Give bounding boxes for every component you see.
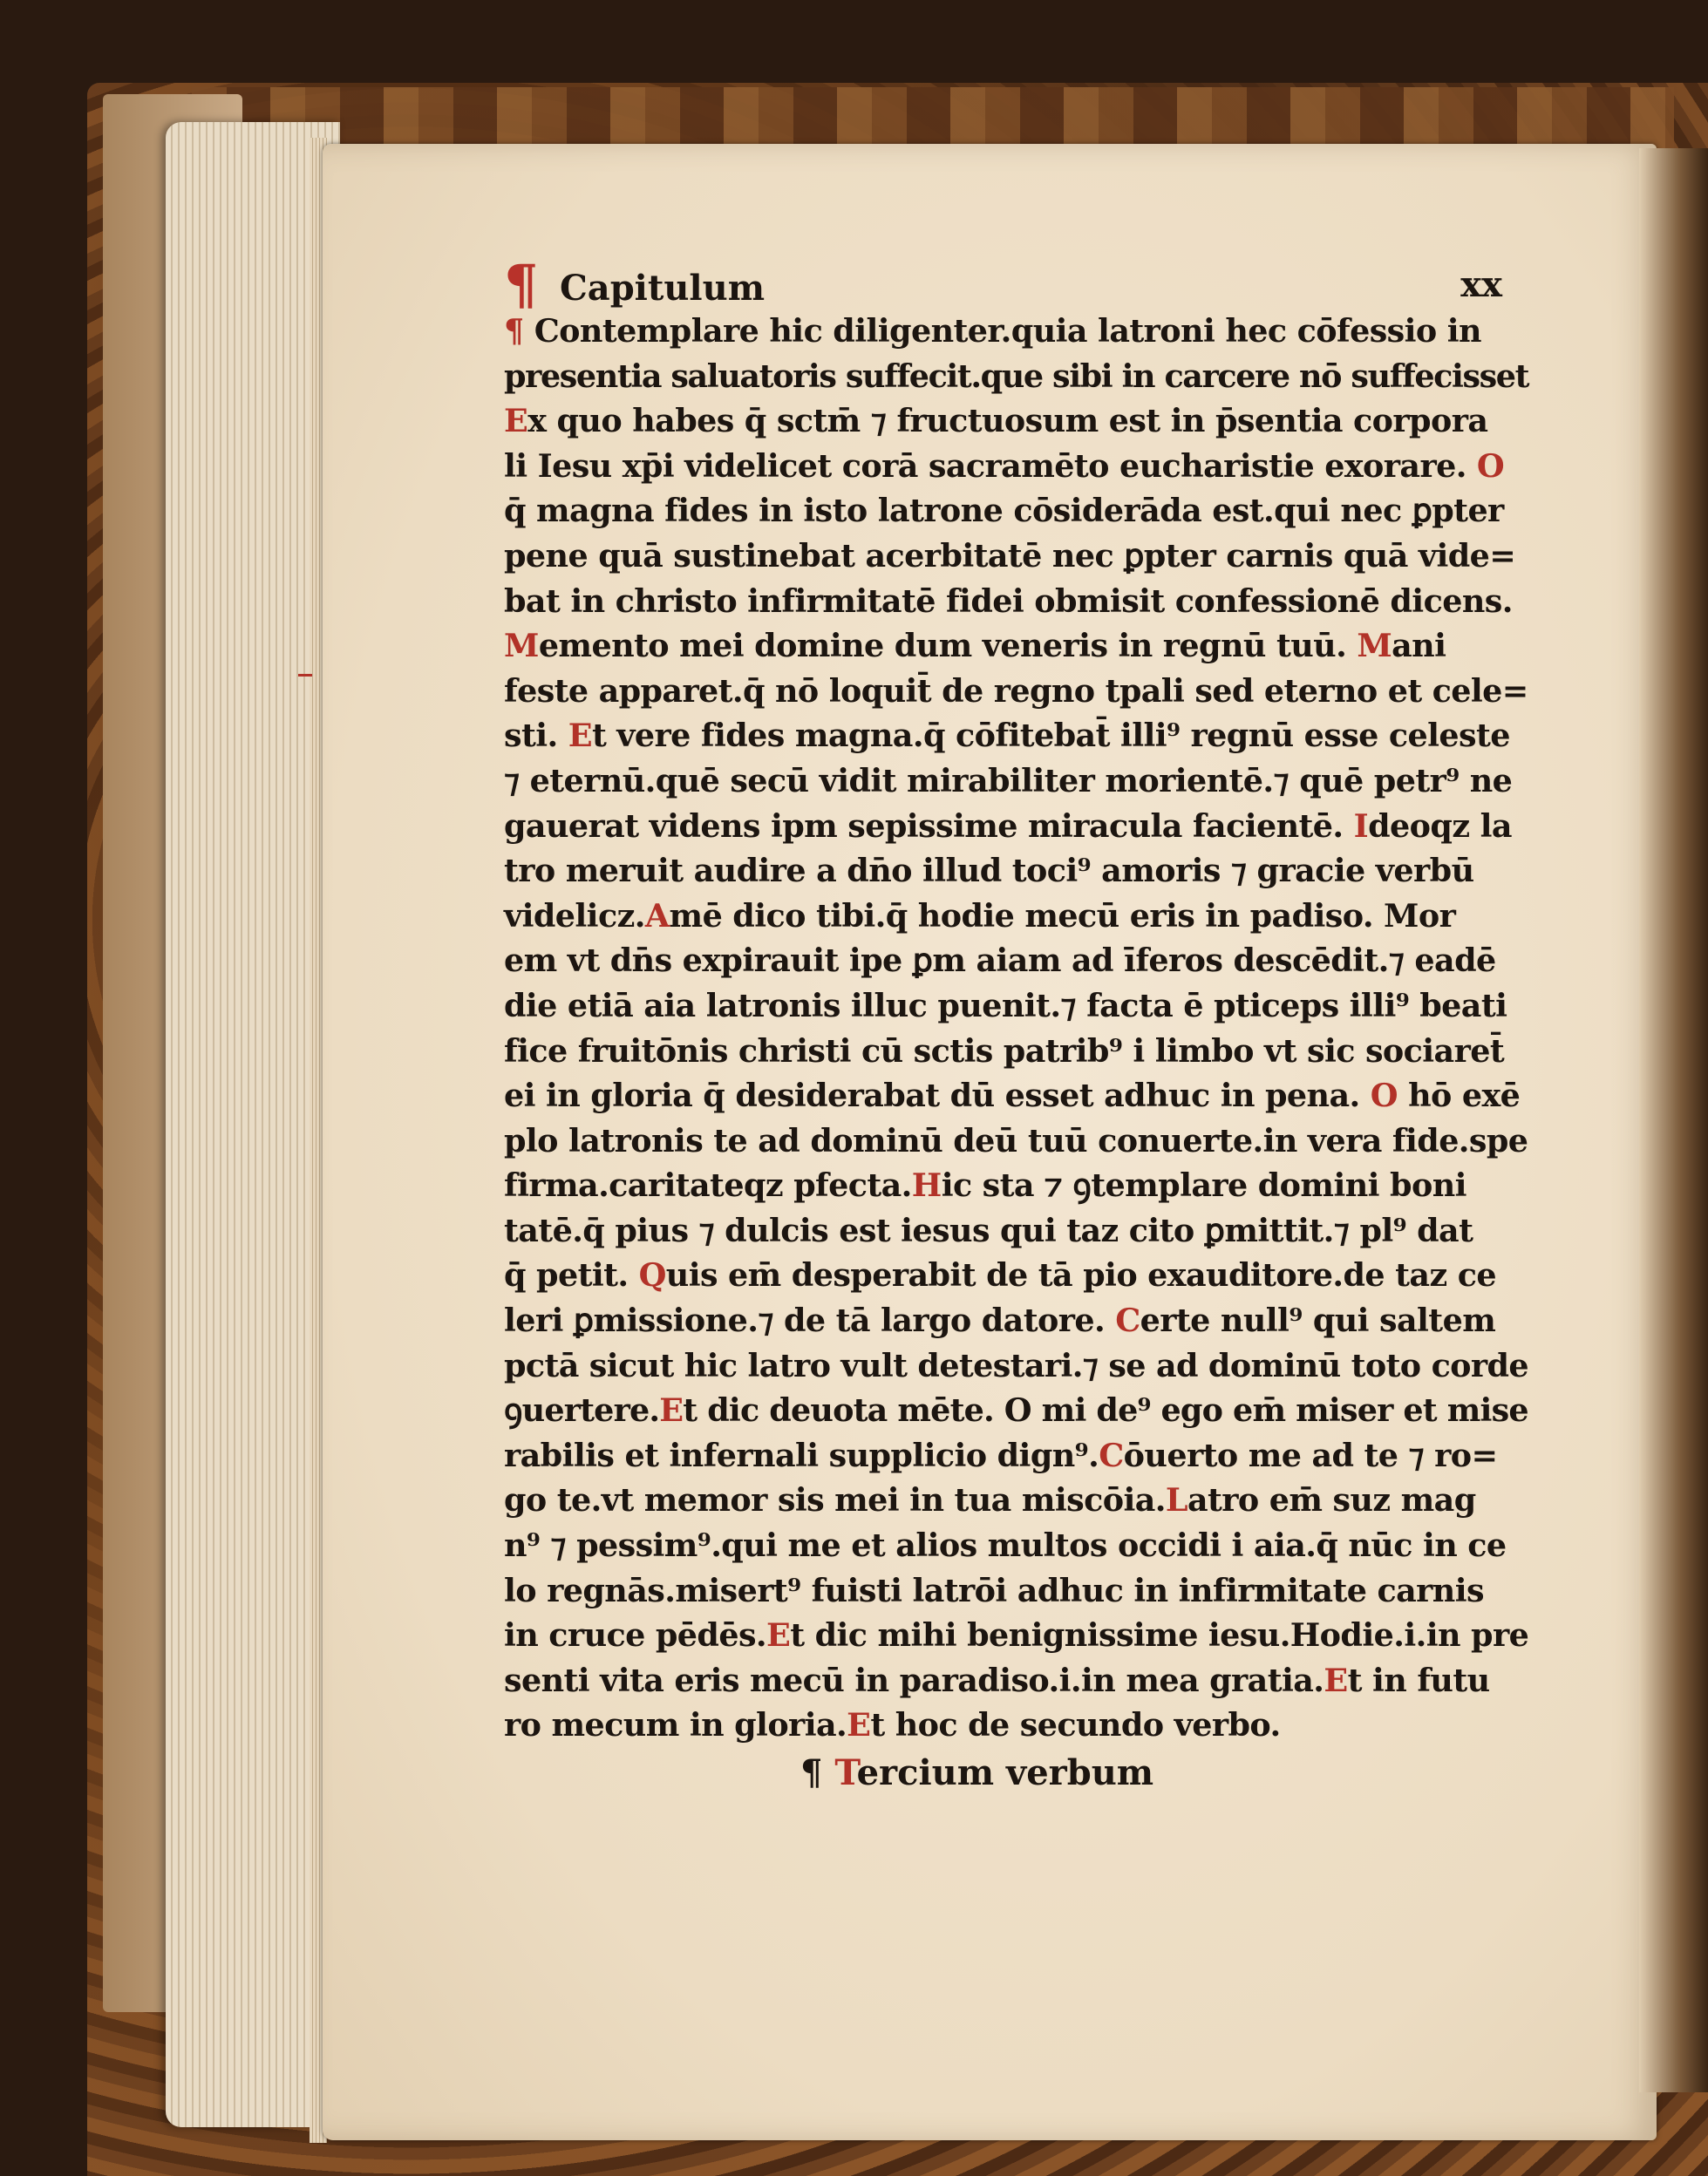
- line-text: firma.caritateqz pfecta.: [504, 1166, 912, 1205]
- line-text: sti.: [504, 717, 568, 755]
- text-line: [504, 1029, 1528, 1074]
- section-heading: [504, 1748, 1528, 1799]
- line-text: O hō exē: [1370, 1077, 1521, 1115]
- line-text: die etiā aia latronis illuc puenit.⁊ facta ē pticeps illi⁹ beati: [504, 986, 1507, 1024]
- binding-top-edge: [192, 87, 1674, 148]
- rubricated-initial: M: [1357, 627, 1392, 665]
- line-text: q̄ magna fides in isto latrone cōsiderāda est.qui nec ꝑpter: [504, 492, 1504, 530]
- line-text: ei in gloria q̄ desiderabat dū esset adhuc in pena.: [504, 1077, 1371, 1115]
- line-text: Et dic mihi benignissime iesu.Hodie.i.in pre: [766, 1616, 1529, 1655]
- rubricated-initial: C: [1099, 1436, 1124, 1474]
- margin-rubric-mark: [298, 674, 312, 677]
- line-text: Contemplare hic diligenter.quia latroni hec cōfessio in: [534, 312, 1481, 350]
- line-text: ꝯuertere.: [504, 1391, 660, 1430]
- text-line: [504, 623, 1528, 669]
- rubricated-initial: M: [504, 627, 539, 665]
- text-line: [504, 1523, 1528, 1568]
- line-text: emento mei domine dum veneris in regnū tuū.: [538, 627, 1358, 665]
- line-text: ⁊ eternū.quē secū vidit mirabiliter morientē.⁊ quē petr⁹ ne: [504, 761, 1513, 799]
- rubricated-initial: A: [644, 896, 670, 935]
- section-initial: T: [834, 1752, 857, 1793]
- line-text: Et in futu: [1324, 1661, 1490, 1699]
- chapter-title: Capitulum: [559, 268, 766, 309]
- line-text: ro mecum in gloria.: [504, 1706, 847, 1744]
- line-text: senti vita eris mecū in paradiso.i.in mea gratia.: [504, 1661, 1324, 1699]
- line-text: em vt dn̄s expirauit ipe ꝑm aiam ad īferos descēdit.⁊ eadē: [504, 942, 1496, 980]
- line-text: n⁹ ⁊ pessim⁹.qui me et alios multos occidi i aia.q̄ nūc in ce: [504, 1527, 1507, 1565]
- text-line: [504, 894, 1528, 939]
- rubricated-initial: O: [1370, 1077, 1398, 1115]
- line-text: go te.vt memor sis mei in tua miscōia.: [504, 1481, 1166, 1520]
- rubricated-initial: ¶: [504, 312, 534, 350]
- line-text: [1466, 447, 1504, 485]
- line-text: lo regnās.misert⁹ fuisti latrōi adhuc in infirmitate carnis: [504, 1571, 1484, 1609]
- line-text: Latro em̄ suz mag: [1165, 1481, 1476, 1520]
- line-text: Cōuerto me ad te ⁊ ro=: [1099, 1436, 1498, 1474]
- line-text: in cruce pēdēs.: [504, 1616, 767, 1655]
- line-text: videlicz.: [504, 896, 645, 935]
- text-line: [504, 1703, 1528, 1748]
- text-lines: [504, 309, 1528, 1748]
- line-text: feste apparet.q̄ nō loquit̄ de regno tpali sed eterno et cele=: [504, 671, 1528, 710]
- rubricated-initial: O: [1476, 446, 1505, 485]
- folio-number: xx: [1460, 264, 1502, 305]
- line-text: plo latronis te ad dominū deū tuū conuerte.in vera fide.spe: [504, 1121, 1528, 1159]
- rubricated-initial: Q: [638, 1256, 666, 1295]
- text-line: [504, 1208, 1528, 1254]
- text-line: [504, 1119, 1528, 1164]
- text-line: [504, 309, 1528, 354]
- line-text: pctā sicut hic latro vult detestari.⁊ se ad dominū toto corde: [504, 1346, 1528, 1384]
- text-line: [504, 398, 1528, 444]
- text-line: [504, 488, 1528, 534]
- text-line: [504, 758, 1528, 804]
- rubricated-initial: L: [1165, 1481, 1187, 1520]
- text-line: [504, 1613, 1528, 1658]
- text-line: [504, 1658, 1528, 1703]
- text-line: [504, 534, 1528, 579]
- line-text: fice fruitōnis christi cū sctis patrib⁹ i limbo vt sic sociaret̄: [504, 1031, 1505, 1070]
- line-text: Quis em̄ desperabit de tā pio exauditore.de taz ce: [638, 1256, 1496, 1295]
- text-block: [504, 253, 1529, 1799]
- text-line: [504, 1343, 1528, 1389]
- line-text: tatē.q̄ pius ⁊ dulcis est iesus qui taz cito ꝑmittit.⁊ pl⁹ dat: [504, 1211, 1473, 1249]
- rubricated-initial: C: [1115, 1302, 1140, 1340]
- text-line: [504, 579, 1528, 624]
- rubricated-initial: E: [1324, 1661, 1348, 1699]
- rubricated-initial: E: [766, 1616, 791, 1655]
- text-line: [504, 669, 1528, 714]
- rubricated-initial: E: [659, 1391, 684, 1430]
- text-line: [504, 713, 1528, 758]
- gutter: [1639, 148, 1708, 2092]
- line-text: li Iesu xp̄i videlicet corā sacramēto eucharistie exorare.: [504, 446, 1466, 485]
- section-pilcrow: ¶: [800, 1752, 835, 1793]
- line-text: x quo habes q̄ sctm̄ ⁊ fructuosum est in p̄sentia corpora: [527, 402, 1488, 440]
- line-text: tro meruit audire a dn̄o illud toci⁹ amoris ⁊ gracie verbū: [504, 852, 1474, 890]
- line-text: bat in christo infirmitatē fidei obmisit confessionē dicens.: [504, 581, 1513, 620]
- line-text: Et vere fides magna.q̄ cōfitebat̄ illi⁹ regnū esse celeste: [568, 717, 1510, 755]
- text-line: [504, 1388, 1528, 1433]
- line-text: Mani: [1357, 627, 1446, 665]
- text-line: [504, 1253, 1528, 1298]
- text-line: [504, 983, 1528, 1029]
- line-text: presentia saluatoris suffecit.que sibi in carcere nō suffecisset: [504, 357, 1529, 395]
- rubricated-initial: H: [911, 1166, 942, 1205]
- text-line: [504, 354, 1528, 399]
- line-text: q̄ petit.: [504, 1256, 639, 1295]
- text-line: [504, 804, 1528, 849]
- rubricated-initial: E: [847, 1706, 871, 1744]
- line-text: Et dic deuota mēte. O mi de⁹ ego em̄ miser et mise: [659, 1391, 1528, 1430]
- text-line: [504, 848, 1528, 894]
- line-text: Hic sta ⁊ ꝯtemplare domini boni: [911, 1166, 1466, 1205]
- text-line: [504, 1163, 1528, 1208]
- line-text: Certe null⁹ qui saltem: [1115, 1302, 1496, 1340]
- line-text: leri ꝑmissione.⁊ de tā largo datore.: [504, 1302, 1116, 1340]
- line-text: Amē dico tibi.q̄ hodie mecū eris in padiso. Mor: [644, 896, 1456, 935]
- text-line: [504, 1478, 1528, 1523]
- rubricated-initial: E: [504, 402, 528, 440]
- rubricated-initial: E: [568, 717, 592, 755]
- text-line: [504, 1568, 1528, 1614]
- line-text: Ideoqz la: [1353, 806, 1512, 845]
- rubricated-initial: I: [1353, 806, 1369, 845]
- line-text: rabilis et infernali supplicio dign⁹.: [504, 1436, 1099, 1474]
- text-line: [504, 444, 1528, 489]
- running-head: [504, 253, 1528, 316]
- section-title: ercium verbum: [856, 1752, 1154, 1793]
- line-text: Et hoc de secundo verbo.: [847, 1706, 1281, 1744]
- text-line: [504, 938, 1528, 983]
- text-line: [504, 1073, 1528, 1119]
- heading-pilcrow: ¶: [504, 253, 539, 316]
- line-text: gauerat videns ipm sepissime miracula facientē.: [504, 806, 1354, 845]
- text-line: [504, 1298, 1528, 1343]
- line-text: pene quā sustinebat acerbitatē nec ꝑpter carnis quā vide=: [504, 536, 1516, 575]
- text-line: [504, 1433, 1528, 1479]
